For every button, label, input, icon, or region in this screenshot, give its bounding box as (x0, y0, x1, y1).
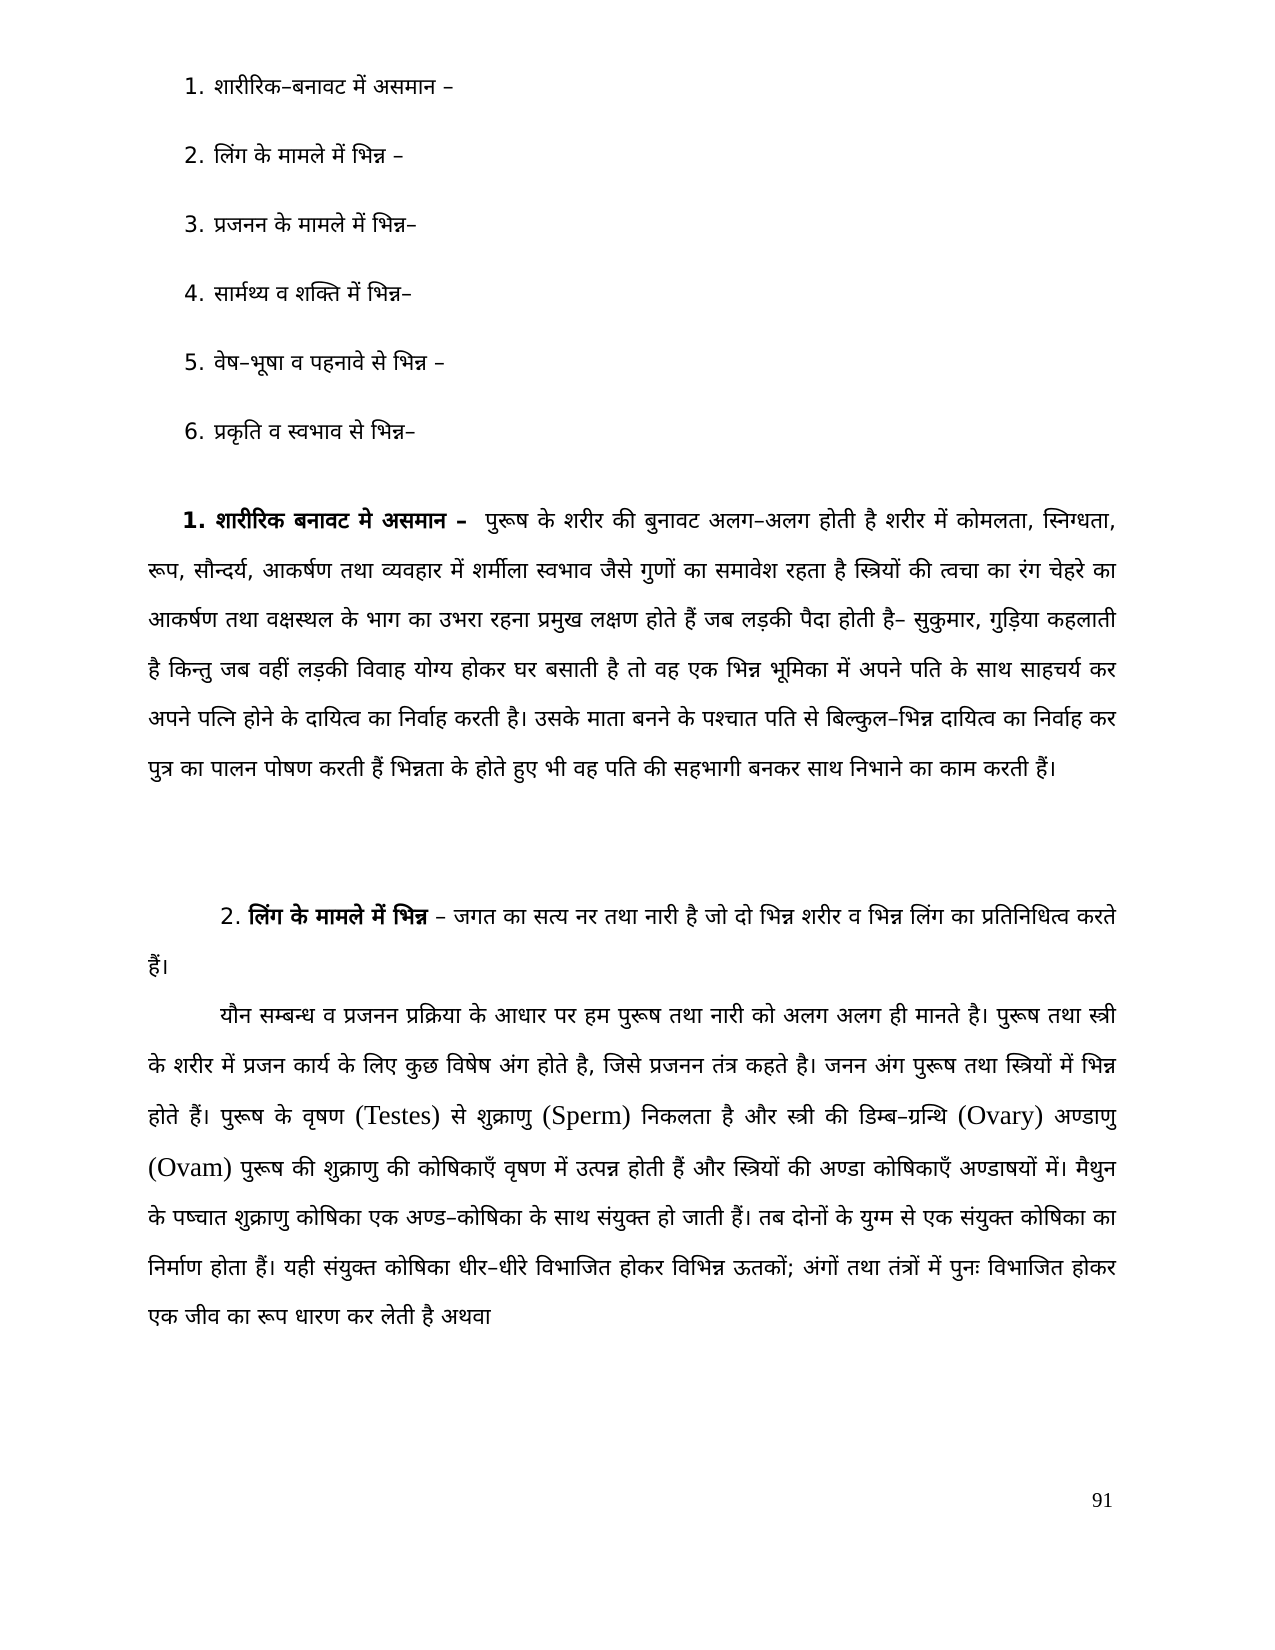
page-number: 91 (1092, 1488, 1113, 1512)
section-2-text: – जगत का सत्य नर तथा नारी है जो दो भिन्न शरीर व भिन्न लिंग का प्रतिनिधित्व करते हैं। (148, 904, 1116, 980)
outline-item-text: वेष–भूषा व पहनावे से भिन्न – (214, 351, 445, 376)
outline-item (184, 72, 1084, 104)
section-3-text: अण्डाणु (1043, 1104, 1116, 1130)
section-1-text: पुरूष के शरीर की बुनावट अलग–अलग होती है शरीर में कोमलता, स्निग्धता, रूप, सौन्दर्य, आकर्षण तथा व्यवहार में शर्मीला स्वभाव जैसे गुणों का समावेश रहता है स्त्रियों की त्वचा का रंग चेहरे का आकर्षण तथा वक्षस्थल के भाग का उभरा रहना प्रमुख लक्षण होते हैं जब लड़की पैदा होती है– सुकुमार, गुड़िया कहलाती है किन्तु जब वहीं लड़की विवाह योग्य होकर घर बसाती है तो वह एक भिन्न भूमिका में अपने पति के साथ साहचर्य कर अपने पत्नि होने के दायित्व का निर्वाह करती है। उसके माता बनने के पश्चात पति से बिल्कुल–भिन्न दायित्व का निर्वाह कर पुत्र का पालन पोषण करती हैं भिन्नता के होते हुए भी वह पति की सहभागी बनकर साथ निभाने का काम करती हैं। (148, 508, 1116, 782)
outline-item-number: 2. (184, 144, 205, 169)
english-term-ovary: (Ovary) (957, 1100, 1044, 1130)
outline-item-text: शारीरिक–बनावट में असमान – (214, 75, 454, 100)
section-3-text: निकलता है और स्त्री की डिम्ब–ग्रन्थि (630, 1104, 958, 1130)
outline-item-number: 5. (184, 351, 205, 376)
outline-item (184, 141, 1084, 173)
section-2-heading: लिंग के मामले में भिन्न (248, 904, 428, 930)
section-3-text: यौन सम्बन्ध व प्रजनन प्रक्रिया के आधार पर हम पुरूष तथा नारी को अलग अलग ही मानते है। पुरूष तथा स्त्री के शरीर में प्रजन कार्य के लिए कुछ विषेष अंग होते है, जिसे प्रजनन तंत्र कहते है। जनन अंग पुरूष तथा स्त्रियों में भिन्न होते हैं। पुरूष के वृषण (148, 1003, 1116, 1130)
outline-item-text: लिंग के मामले में भिन्न – (214, 144, 404, 169)
outline-item-number: 6. (184, 420, 205, 445)
english-term-sperm: (Sperm) (542, 1100, 631, 1130)
outline-list (184, 72, 1084, 486)
outline-item (184, 279, 1084, 311)
section-1-paragraph (148, 497, 1116, 794)
outline-item-text: प्रकृति व स्वभाव से भिन्न– (214, 420, 416, 445)
outline-item-number: 3. (184, 213, 205, 238)
section-3-text: से शुक्राणु (440, 1104, 543, 1130)
outline-item (184, 348, 1084, 380)
section-2-number: 2. (220, 904, 242, 930)
outline-item-text: प्रजनन के मामले में भिन्न– (214, 213, 417, 238)
outline-item (184, 210, 1084, 242)
section-1-heading: 1. शारीरिक बनावट मे असमान – (182, 508, 468, 534)
outline-item-number: 4. (184, 282, 205, 307)
outline-item-number: 1. (184, 75, 205, 100)
section-3-text: पुरूष की शुक्राणु की कोषिकाएँ वृषण में उत्पन्न होती हैं और स्त्रियों की अण्डा कोषिकाएँ अण्डाषयों में। मैथुन के पष्चात शुक्राणु कोषिका एक अण्ड–कोषिका के साथ संयुक्त हो जाती हैं। तब दोनों के युग्म से एक संयुक्त कोषिका का निर्माण होता हैं। यही संयुक्त कोषिका धीर–धीरे विभाजित होकर विभिन्न ऊतकों; अंगों तथा तंत्रों में पुनः विभाजित होकर एक जीव का रूप धारण कर लेती है अथवा (148, 1155, 1116, 1330)
outline-item (184, 417, 1084, 449)
section-2-paragraph (148, 893, 1116, 992)
outline-item-text: सार्मथ्य व शक्ति में भिन्न– (214, 282, 413, 307)
section-3-paragraph (148, 992, 1116, 1343)
english-term-ovam: (Ovam) (148, 1151, 232, 1182)
english-term-testes: (Testes) (355, 1100, 441, 1130)
